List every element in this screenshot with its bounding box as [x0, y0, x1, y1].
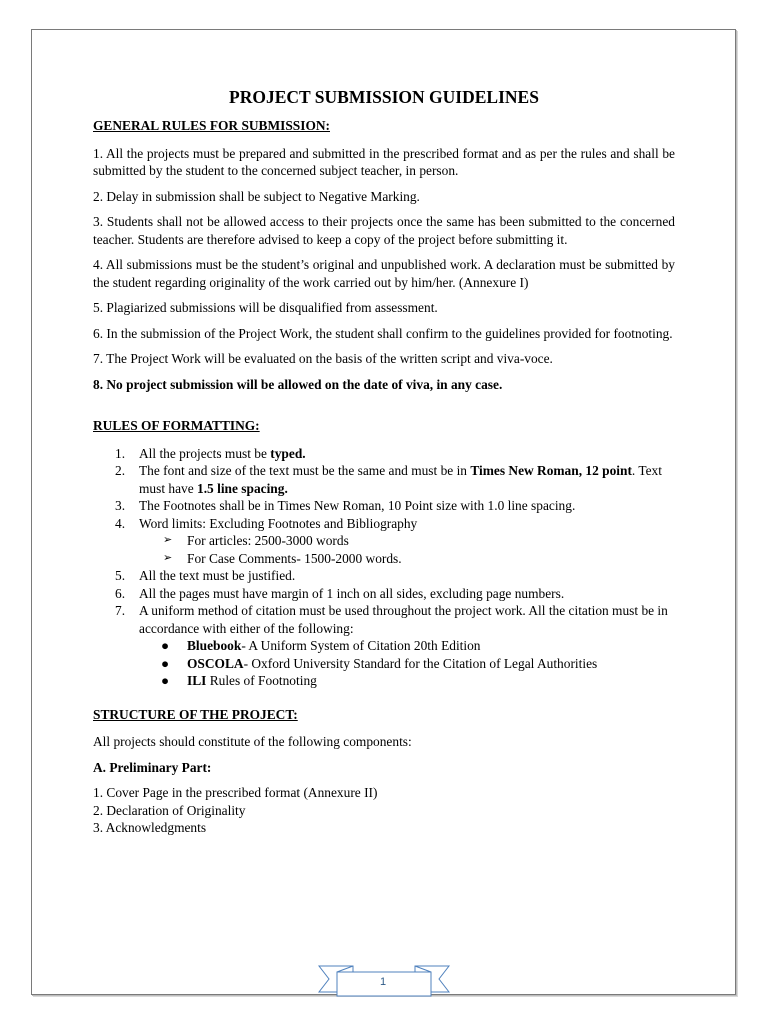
structure-heading: STRUCTURE OF THE PROJECT:	[93, 706, 298, 722]
citation-list	[139, 637, 675, 690]
word-limit-list	[139, 532, 675, 567]
word-limit-case-comments: ➢ For Case Comments- 1500-2000 words.	[163, 550, 402, 566]
formatting-item-4: 4. Word limits: Excluding Footnotes and Bibliography ➢ For articles: 2500-3000 words ➢ For Case Comments- 1500-2000 words.	[93, 515, 675, 568]
arrow-bullet-icon: ➢	[163, 551, 173, 564]
bullet-icon: ●	[161, 638, 170, 653]
page-number: 1	[379, 976, 387, 988]
preliminary-item-cover-page: 1. Cover Page in the prescribed format (Annexure II)	[93, 785, 378, 800]
general-rule-8: 8. No project submission will be allowed on the date of viva, in any case.	[93, 376, 503, 392]
general-rule-1: 1. All the projects must be prepared and submitted in the prescribed format and as per the rules and shall be submitted by the student to the concerned subject teacher, in person.	[93, 145, 675, 178]
citation-bluebook: ● Bluebook- A Uniform System of Citation 20th Edition	[161, 638, 481, 653]
formatting-heading: RULES OF FORMATTING:	[93, 418, 260, 433]
preliminary-part-list	[93, 784, 675, 837]
formatting-item-1: 1. All the projects must be typed.	[115, 445, 306, 461]
bullet-icon: ●	[161, 655, 170, 671]
general-rules-heading: GENERAL RULES FOR SUBMISSION:	[93, 118, 330, 133]
formatting-item-6: 6. All the pages must have margin of 1 inch on all sides, excluding page numbers.	[115, 585, 565, 601]
preliminary-item-acknowledgments: 3. Acknowledgments	[93, 820, 207, 835]
formatting-item-2: 2. The font and size of the text must be the same and must be in Times New Roman, 12 point. Text must have 1.5 line spacing.	[115, 463, 662, 496]
formatting-item-7: 7. A uniform method of citation must be used throughout the project work. All the citation must be in accordance with either of the following: ● Bluebook- A Uniform System of Citation 20th Edition ● OSCOLA- Oxford University Standard for the Citation of Legal Authorities ● ILI Rules of Footnoting	[93, 602, 675, 690]
general-rule-7: 7. The Project Work will be evaluated on the basis of the written script and viva-voce.	[93, 351, 553, 366]
general-rule-2: 2. Delay in submission shall be subject to Negative Marking.	[93, 188, 420, 204]
citation-oscola: ● OSCOLA- Oxford University Standard for the Citation of Legal Authorities	[161, 655, 598, 671]
general-rule-3: 3. Students shall not be allowed access to their projects once the same has been submitted to the concerned teacher. Students are therefore advised to keep a copy of the project before submitting it.	[93, 214, 675, 247]
formatting-item-3: 3. The Footnotes shall be in Times New Roman, 10 Point size with 1.0 line spacing.	[115, 498, 576, 513]
formatting-list	[93, 445, 675, 690]
word-limit-articles: ➢ For articles: 2500-3000 words	[163, 533, 349, 548]
structure-intro: All projects should constitute of the following components:	[93, 734, 412, 749]
document-body	[93, 86, 675, 837]
bullet-icon: ●	[161, 673, 170, 688]
page-title: PROJECT SUBMISSION GUIDELINES	[229, 87, 539, 107]
general-rule-6: 6. In the submission of the Project Work, the student shall confirm to the guidelines provided for footnoting.	[93, 325, 673, 341]
arrow-bullet-icon: ➢	[163, 534, 173, 546]
formatting-item-5: 5. All the text must be justified.	[115, 568, 296, 583]
citation-ili: ● ILI Rules of Footnoting	[161, 673, 317, 688]
general-rule-4: 4. All submissions must be the student’s original and unpublished work. A declaration must be submitted by the student regarding originality of the work carried out by him/her. (Annexure I)	[93, 257, 675, 290]
general-rule-5: 5. Plagiarized submissions will be disqualified from assessment.	[93, 300, 438, 315]
preliminary-part-heading: A. Preliminary Part:	[93, 759, 212, 775]
preliminary-item-declaration: 2. Declaration of Originality	[93, 802, 246, 818]
